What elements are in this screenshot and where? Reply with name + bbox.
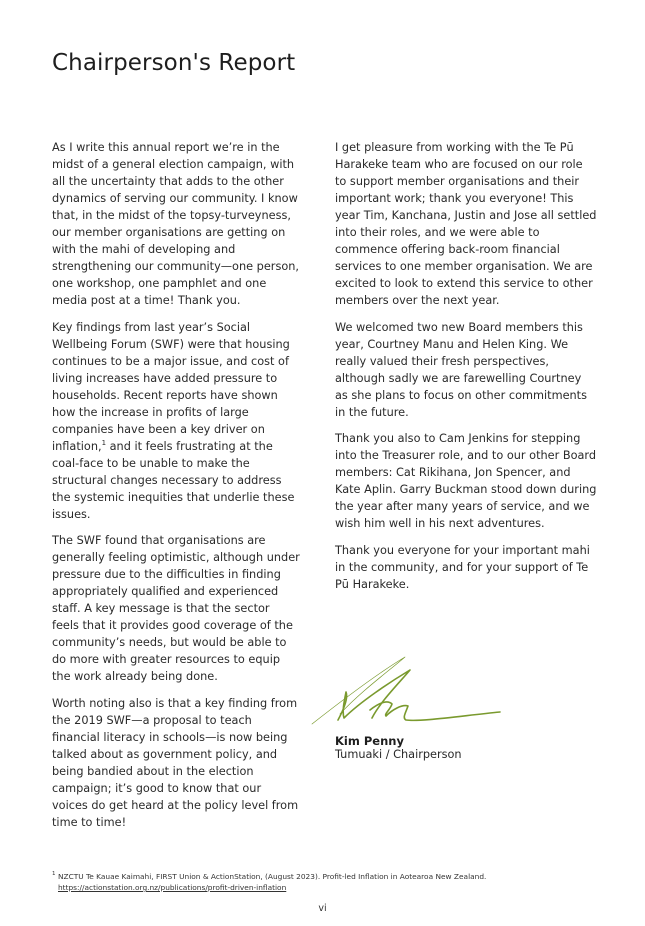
footnote-marker: 1 [52, 871, 56, 877]
left-paragraph-2-end: and it feels frustrating at the coal-face to be unable to make the structural changes necessary to address the systemic inequities that underlie these issues. [52, 439, 295, 521]
footnote-link[interactable]: https://actionstation.org.nz/publications/profit-driven-inflation [58, 883, 287, 892]
left-paragraph-3: The SWF found that organisations are generally feeling optimistic, although under pressure due to the difficulties in finding appropriately qualified and experienced staff. A key message is that the sector feels that it provides good coverage of the community’s needs, but would be able to do more with greater resources to equip the work already being done. [52, 534, 300, 683]
right-paragraph-3: Thank you also to Cam Jenkins for stepping into the Treasurer role, and to our other Board members: Cat Rikihana, Jon Spencer, and Kate Aplin. Garry Buckman stood down during the year after many years of service, and we wish him well in his next adventures. [335, 432, 597, 530]
right-column [335, 139, 597, 602]
footnote-reference: 1 [101, 438, 107, 447]
page-number: vi [318, 903, 327, 914]
signature-stroke-3 [370, 702, 500, 720]
footnote-text: NZCTU Te Kauae Kaimahi, FIRST Union & ActionStation, (August 2023). Profit-led Inflation in Aotearoa New Zealand. [58, 872, 487, 881]
left-paragraph-1: As I write this annual report we’re in the midst of a general election campaign, with all the uncertainty that adds to the other dynamics of serving our community. I know that, in the midst of the topsy-turveyness, our member organisations are getting on with the mahi of developing and strengthening our community—one person, one workshop, one pamphlet and one media post at a time! Thank you. [52, 141, 299, 307]
left-paragraph-2 [52, 319, 300, 523]
signatory-name: Kim Penny [335, 734, 404, 748]
right-paragraph-1: I get pleasure from working with the Te Pū Harakeke team who are focused on our role to support member organisations and their important work; thank you everyone! This year Tim, Kanchana, Justin and Jose all settled into their roles, and we were able to commence offering back-room financial services to one member organisation. We are excited to look to extend this service to other members over the next year. [335, 141, 597, 307]
page-title: Chairperson's Report [52, 50, 296, 76]
footnote [52, 871, 592, 893]
right-paragraph-2: We welcomed two new Board members this year, Courtney Manu and Helen King. We really valued their fresh perspectives, although sadly we are farewelling Courtney as she plans to focus on other commitments in the future. [335, 320, 588, 419]
signatory-role: Tumuaki / Chairperson [335, 748, 462, 761]
right-paragraph-4: Thank you everyone for your important mahi in the community, and for your support of Te Pū Harakeke. [335, 543, 590, 591]
signature-image [310, 652, 510, 732]
left-paragraph-2-start: Key findings from last year’s Social Wellbeing Forum (SWF) were that housing continues to be a major issue, and cost of living increases have added pressure to households. Recent reports have shown how the increase in profits of large companies have been a key driver on inflation, [52, 320, 290, 453]
left-column [52, 139, 300, 840]
left-paragraph-4: Worth noting also is that a key finding from the 2019 SWF—a proposal to teach financial literacy in schools—is now being talked about as government policy, and being bandied about in the election campaign; it’s good to know that our voices do get heard at the policy level from time to time! [52, 696, 299, 829]
